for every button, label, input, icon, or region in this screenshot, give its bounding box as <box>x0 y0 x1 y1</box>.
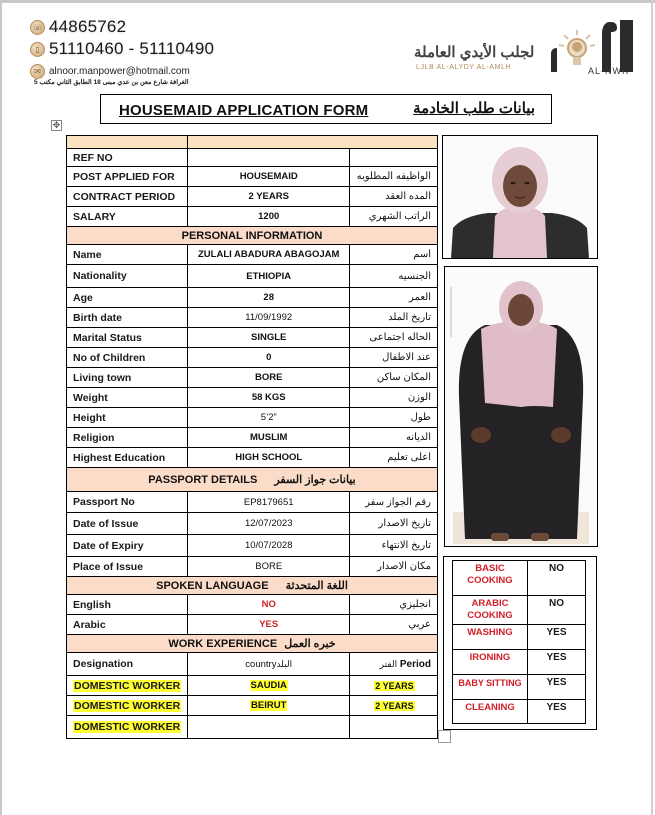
salary-value: 1200 <box>188 207 350 227</box>
skill-value: YES <box>528 650 586 675</box>
country-header-arabic: البلد <box>276 658 293 669</box>
row-label-arabic: رقم الجواز سفر <box>350 492 438 513</box>
table-row-age <box>67 288 438 308</box>
period-header <box>350 653 438 676</box>
designation-value: DOMESTIC WORKER <box>74 699 181 712</box>
phone-icon: ☏ <box>30 20 45 35</box>
arabic-value: YES <box>188 615 350 635</box>
row-label: Date of Expiry <box>67 535 188 557</box>
section-header-languages <box>67 577 438 595</box>
table-top-bar <box>67 136 438 149</box>
table-row-date-of-issue <box>67 513 438 535</box>
paragraph-anchor-checkbox[interactable] <box>438 730 451 743</box>
logo-arabic-text: لجلب الأيدي العاملة <box>414 44 535 61</box>
row-label-arabic: الراتب الشهري <box>350 207 438 227</box>
row-label-arabic: المده العقد <box>350 187 438 207</box>
section-title-arabic: خبره العمل <box>284 638 336 650</box>
section-title <box>67 468 438 492</box>
place-of-issue-value: BORE <box>188 557 350 577</box>
table-row-birth-date <box>67 308 438 328</box>
section-title-english: PASSPORT DETAILS <box>148 474 258 486</box>
row-label: SALARY <box>67 207 188 227</box>
table-row-english <box>67 595 438 615</box>
section-title-english: WORK EXPERIENCE <box>168 638 278 650</box>
row-label: No of Children <box>67 348 188 368</box>
contract-period-value: 2 YEARS <box>188 187 350 207</box>
table-move-handle-icon[interactable]: ✥ <box>52 120 61 130</box>
age-value: 28 <box>188 288 350 308</box>
row-label-arabic: تاريخ الاصدار <box>350 513 438 535</box>
date-of-expiry-value: 10/07/2028 <box>188 535 350 557</box>
table-row-place-of-issue <box>67 557 438 577</box>
experience-row <box>67 696 438 716</box>
address-arabic: الغرافة شارع معن بن عدي مبنى 18 الطابق الثاني مكتب 5 <box>34 79 189 86</box>
row-label-arabic: عند الاطفال <box>350 348 438 368</box>
window-scrollbar[interactable] <box>651 0 653 815</box>
experience-row <box>67 716 438 739</box>
height-value: 5’2” <box>188 408 350 428</box>
row-label: Religion <box>67 428 188 448</box>
top-bar-cell <box>188 136 438 149</box>
country-value: BEIRUT <box>251 700 287 711</box>
living-town-value: BORE <box>188 368 350 388</box>
row-label: Arabic <box>67 615 188 635</box>
skill-name: BASIC COOKING <box>453 561 528 596</box>
row-label-arabic: الواظيفه المطلوبه <box>350 167 438 187</box>
experience-column-headers <box>67 653 438 676</box>
section-header-experience <box>67 635 438 653</box>
section-title: PERSONAL INFORMATION <box>67 227 438 245</box>
period-value: 2 YEARS <box>375 680 414 691</box>
form-title-english: HOUSEMAID APPLICATION FORM <box>119 102 369 119</box>
ref-no-value[interactable] <box>188 149 350 167</box>
logo-brand-text: AL-NWR <box>588 66 630 76</box>
row-label: Age <box>67 288 188 308</box>
row-label-arabic: طول <box>350 408 438 428</box>
row-label: Highest Education <box>67 448 188 468</box>
section-title <box>67 577 438 595</box>
passport-photo <box>442 135 598 259</box>
email-address: alnoor.manpower@hotmail.com <box>49 66 190 77</box>
education-value: HIGH SCHOOL <box>188 448 350 468</box>
birth-date-value: 11/09/1992 <box>188 308 350 328</box>
row-label-arabic: العمر <box>350 288 438 308</box>
date-of-issue-value: 12/07/2023 <box>188 513 350 535</box>
name-value: ZULALI ABADURA ABAGOJAM <box>188 245 350 265</box>
period-cell <box>350 676 438 696</box>
post-applied-value: HOUSEMAID <box>188 167 350 187</box>
designation-value: DOMESTIC WORKER <box>74 679 181 692</box>
row-label-arabic: الحاله اجتماعى <box>350 328 438 348</box>
nationality-value: ETHIOPIA <box>188 265 350 288</box>
period-value: 2 YEARS <box>375 700 414 711</box>
period-header-arabic: الفتر <box>379 658 398 669</box>
english-value: NO <box>188 595 350 615</box>
section-title-arabic: اللغة المتحدثة <box>285 580 348 592</box>
row-label: Living town <box>67 368 188 388</box>
experience-row <box>67 676 438 696</box>
passport-no-value: EP8179651 <box>188 492 350 513</box>
skill-value: YES <box>528 700 586 724</box>
section-title-english: SPOKEN LANGUAGE <box>156 580 269 592</box>
skill-value: NO <box>528 561 586 596</box>
row-label-arabic <box>350 149 438 167</box>
contact-mobile <box>30 39 214 59</box>
mobile-numbers: 51110460 - 51110490 <box>49 39 215 58</box>
designation-header: Designation <box>67 653 188 676</box>
application-table <box>66 135 438 739</box>
row-label-arabic: اعلى تعليم <box>350 448 438 468</box>
full-body-photo <box>444 266 598 547</box>
country-cell <box>188 676 350 696</box>
designation-cell <box>67 716 188 739</box>
skill-name: IRONING <box>453 650 528 675</box>
skill-name: CLEANING <box>453 700 528 724</box>
skill-row <box>453 675 586 700</box>
row-label-arabic: تاريخ الملد <box>350 308 438 328</box>
religion-value: MUSLIM <box>188 428 350 448</box>
table-row-education <box>67 448 438 468</box>
skill-row <box>453 625 586 650</box>
row-label: Weight <box>67 388 188 408</box>
phone-number: 44865762 <box>49 17 127 36</box>
skill-row <box>453 650 586 675</box>
form-title-box <box>100 94 552 124</box>
full-body-image <box>445 267 597 546</box>
skills-box <box>443 556 597 730</box>
row-label-arabic: الديانه <box>350 428 438 448</box>
table-row-marital-status <box>67 328 438 348</box>
row-label-arabic: انجليزي <box>350 595 438 615</box>
row-label-arabic: الوزن <box>350 388 438 408</box>
marital-status-value: SINGLE <box>188 328 350 348</box>
row-label: Nationality <box>67 265 188 288</box>
table-row-weight <box>67 388 438 408</box>
period-header-english: Period <box>399 658 431 670</box>
section-title <box>67 635 438 653</box>
skill-name: BABY SITTING <box>453 675 528 700</box>
section-header-passport <box>67 468 438 492</box>
country-header-english: country <box>245 658 277 670</box>
table-row-name <box>67 245 438 265</box>
designation-value: DOMESTIC WORKER <box>74 721 181 733</box>
row-label: Birth date <box>67 308 188 328</box>
row-label-arabic: الجنسيه <box>350 265 438 288</box>
row-label: Name <box>67 245 188 265</box>
contact-email <box>30 64 190 79</box>
skills-table <box>452 560 586 724</box>
table-row-children <box>67 348 438 368</box>
row-label-arabic: المكان ساكن <box>350 368 438 388</box>
row-label-arabic: تاريخ الانتهاء <box>350 535 438 557</box>
table-row-nationality <box>67 265 438 288</box>
table-row-height <box>67 408 438 428</box>
skill-name: ARABIC COOKING <box>453 596 528 625</box>
row-label: Passport No <box>67 492 188 513</box>
country-header <box>188 653 350 676</box>
mobile-icon: ▯ <box>30 42 45 57</box>
skill-row <box>453 596 586 625</box>
row-label-arabic: مكان الاصدار <box>350 557 438 577</box>
table-row-religion <box>67 428 438 448</box>
row-label: CONTRACT PERIOD <box>67 187 188 207</box>
contact-phone <box>30 17 126 37</box>
row-label: Date of Issue <box>67 513 188 535</box>
table-row-living-town <box>67 368 438 388</box>
country-cell <box>188 716 350 739</box>
weight-value: 58 KGS <box>188 388 350 408</box>
period-cell <box>350 716 438 739</box>
window-top-border <box>0 0 655 3</box>
table-row-passport-no <box>67 492 438 513</box>
logo-transliteration: LJLB AL-ALYDY AL-AMLH <box>416 64 512 71</box>
table-row-arabic <box>67 615 438 635</box>
portrait-image <box>443 136 597 258</box>
row-label: REF NO <box>67 149 188 167</box>
skill-value: NO <box>528 596 586 625</box>
skill-row <box>453 561 586 596</box>
country-value: SAUDIA <box>250 680 287 691</box>
section-title-arabic: بيانات جواز السفر <box>274 474 356 486</box>
skill-value: YES <box>528 625 586 650</box>
table-row-post-applied <box>67 167 438 187</box>
row-label-arabic: عربي <box>350 615 438 635</box>
row-label: English <box>67 595 188 615</box>
skill-name: WASHING <box>453 625 528 650</box>
row-label: Height <box>67 408 188 428</box>
row-label: Marital Status <box>67 328 188 348</box>
skill-row <box>453 700 586 724</box>
children-value: 0 <box>188 348 350 368</box>
table-row-ref-no <box>67 149 438 167</box>
section-header-personal <box>67 227 438 245</box>
form-title-arabic: بيانات طلب الخادمة <box>413 100 535 117</box>
top-bar-cell <box>67 136 188 149</box>
row-label-arabic: اسم <box>350 245 438 265</box>
row-label: Place of Issue <box>67 557 188 577</box>
skill-value: YES <box>528 675 586 700</box>
designation-cell <box>67 676 188 696</box>
mail-icon: ✉ <box>30 64 45 79</box>
country-cell <box>188 696 350 716</box>
designation-cell <box>67 696 188 716</box>
table-row-salary <box>67 207 438 227</box>
table-row-date-of-expiry <box>67 535 438 557</box>
row-label: POST APPLIED FOR <box>67 167 188 187</box>
table-row-contract-period <box>67 187 438 207</box>
window-left-border <box>0 0 2 815</box>
period-cell <box>350 696 438 716</box>
